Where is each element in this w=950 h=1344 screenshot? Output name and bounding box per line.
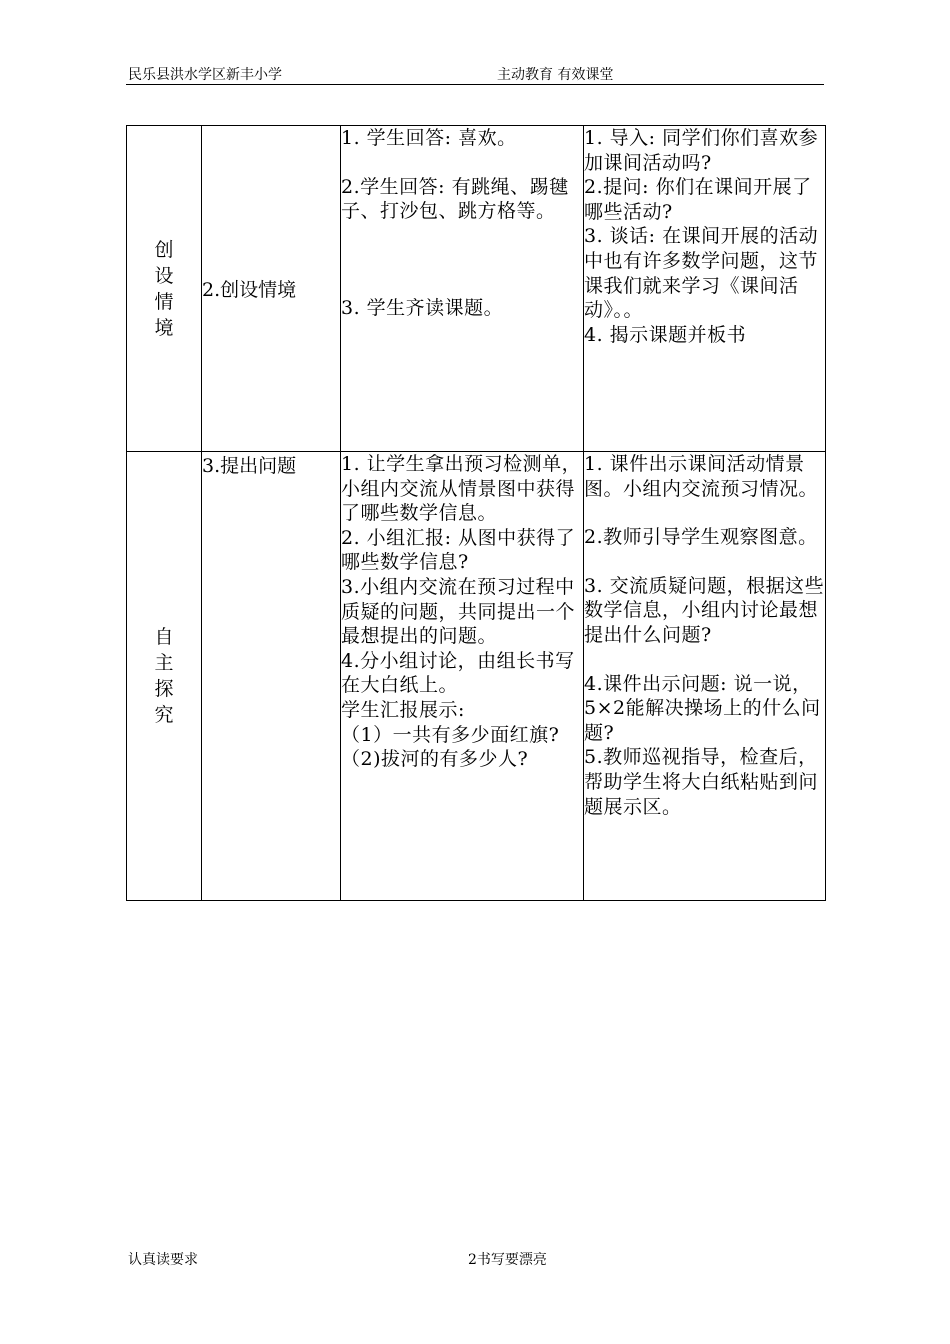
header-motto: 主动教育 有效课堂 bbox=[497, 67, 614, 83]
teacher-activity-cell bbox=[584, 126, 826, 452]
teacher-item: 2.教师引导学生观察图意。 bbox=[584, 526, 818, 549]
teacher-item: 3. 交流质疑问题，根据这些数学信息，小组内讨论最想提出什么问题? bbox=[584, 574, 825, 646]
student-item: （1）一共有多少面红旗?（2)拔河的有多少人? bbox=[341, 723, 560, 771]
stage-char: 主 bbox=[154, 652, 174, 674]
student-item: 1. 让学生拿出预习检测单，小组内交流从情景图中获得了哪些数学信息。 bbox=[341, 453, 582, 525]
header-school: 民乐县洪水学区新丰小学 bbox=[128, 67, 282, 83]
student-item: 2.学生回答: 有跳绳、踢毽子、打沙包、跳方格等。 bbox=[341, 175, 569, 223]
stage-cell bbox=[127, 452, 202, 901]
lesson-table bbox=[126, 125, 826, 901]
header-rule bbox=[126, 84, 824, 85]
student-activity-cell bbox=[341, 452, 584, 901]
stage-char: 探 bbox=[154, 678, 174, 700]
student-item: 学生汇报展示: bbox=[341, 698, 465, 721]
teacher-activity-cell bbox=[584, 452, 826, 901]
teacher-item: 4. 揭示课题并板书 bbox=[584, 323, 747, 346]
teacher-item: 4.课件出示问题: 说一说，5×2能解决操场上的什么问题? bbox=[584, 672, 821, 744]
stage-char: 创 bbox=[154, 238, 174, 261]
student-item: 1. 学生回答: 喜欢。 bbox=[341, 127, 517, 149]
student-item: 4.分小组讨论，由组长书写在大白纸上。 bbox=[341, 649, 575, 697]
step-cell bbox=[202, 126, 341, 452]
student-item: 2. 小组汇报: 从图中获得了哪些数学信息? bbox=[341, 526, 576, 574]
footer-page: 2书写要漂亮 bbox=[468, 1252, 547, 1268]
stage-char: 情 bbox=[154, 290, 174, 313]
stage-cell bbox=[127, 126, 202, 452]
step-label: 2.创设情境 bbox=[202, 279, 297, 301]
teacher-item: 1. 课件出示课间活动情景图。小组内交流预习情况。 bbox=[584, 453, 819, 500]
stage-char: 设 bbox=[154, 264, 174, 287]
teacher-item: 3. 谈话: 在课间开展的活动中也有许多数学问题，这节课我们就来学习《课间活动》。。 bbox=[584, 225, 819, 322]
stage-char: 自 bbox=[154, 626, 174, 648]
teacher-item: 2.提问: 你们在课间开展了哪些活动? bbox=[584, 176, 812, 223]
stage-char: 境 bbox=[154, 316, 174, 339]
teacher-item: 1. 导入: 同学们你们喜欢参加课间活动吗? bbox=[584, 127, 819, 174]
table-row bbox=[127, 126, 826, 452]
student-activity-cell bbox=[341, 126, 584, 452]
step-label: 3.提出问题 bbox=[202, 455, 297, 477]
student-item: 3. 学生齐读课题。 bbox=[341, 296, 504, 319]
stage-char: 究 bbox=[154, 704, 174, 726]
student-item: 3.小组内交流在预习过程中质疑的问题，共同提出一个最想提出的问题。 bbox=[341, 575, 576, 648]
step-cell bbox=[202, 452, 341, 901]
table-row bbox=[127, 452, 826, 901]
footer-left: 认真读要求 bbox=[128, 1252, 198, 1268]
teacher-item: 5.教师巡视指导，检查后，帮助学生将大白纸粘贴到问题展示区。 bbox=[584, 746, 819, 818]
